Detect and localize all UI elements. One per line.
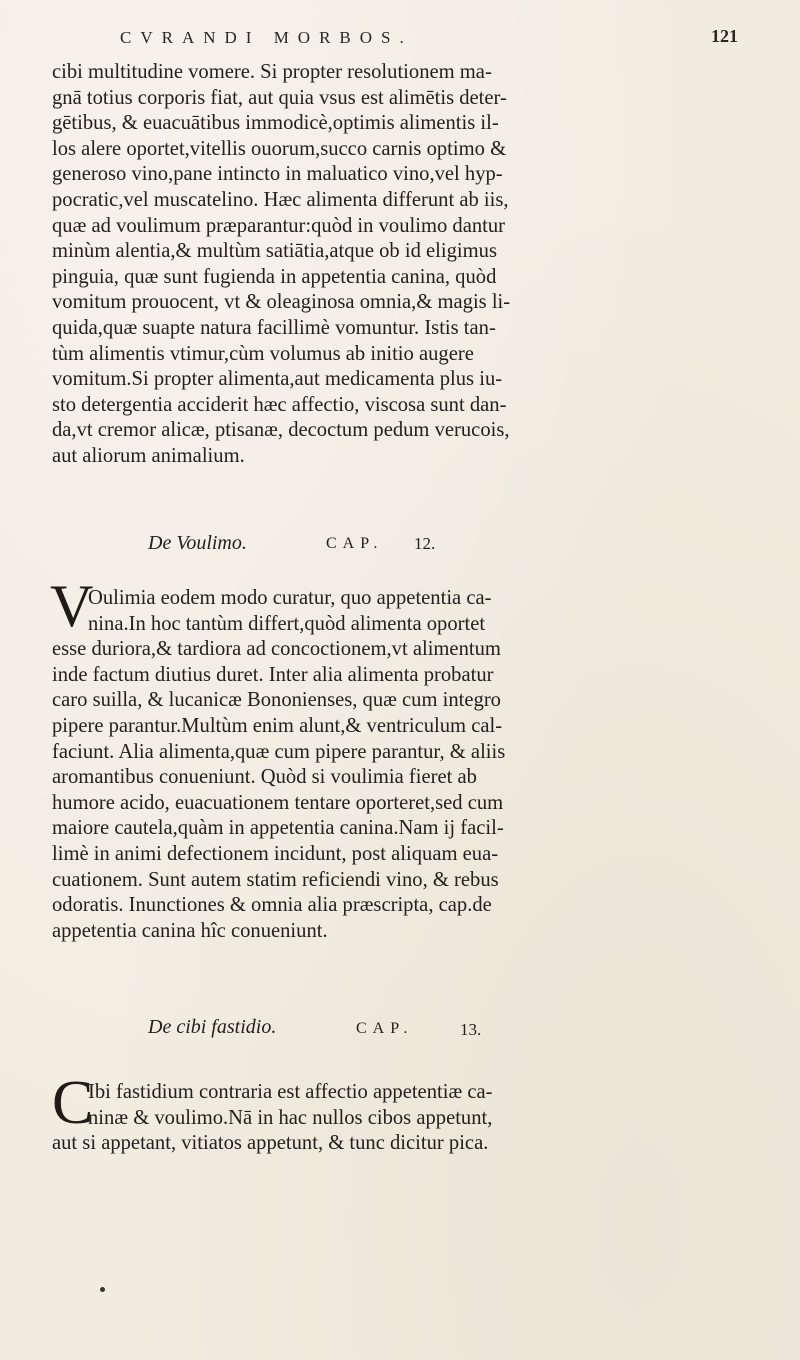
- chapter-title: De cibi fastidio.: [148, 1016, 277, 1038]
- chapter-label: CAP.: [356, 1020, 414, 1037]
- drop-initial: V: [50, 573, 94, 639]
- drop-initial: C: [52, 1069, 94, 1137]
- text-line: pocratic,vel muscatelino. Hæc alimenta differunt ab iis,: [52, 188, 509, 211]
- text-line: caro suilla, & lucanicæ Bononienses, quæ cum integro: [52, 689, 501, 712]
- text-line: da,vt cremor alicæ, ptisanæ, decoctum pedum verucois,: [52, 419, 510, 442]
- text-line: Oulimia eodem modo curatur, quo appetentia ca-: [88, 587, 492, 609]
- text-line: quida,quæ suapte natura facillimè vomuntur. Istis tan-: [52, 316, 496, 339]
- text-line: nina.In hoc tantùm differt,quòd alimenta oportet: [88, 612, 486, 635]
- text-line: vomitum prouocent, vt & oleaginosa omnia,& magis li-: [52, 291, 511, 314]
- running-head: CVRANDI MORBOS.: [120, 28, 413, 47]
- text-line: vomitum.Si propter alimenta,aut medicamenta plus iu-: [52, 368, 503, 391]
- paragraph-cibi-fastidio: [52, 1080, 760, 1157]
- text-line: aromantibus conueniunt. Quòd si voulimia fieret ab: [52, 766, 477, 789]
- text-line: cuationem. Sunt autem statim reficiendi vino, & rebus: [52, 868, 499, 891]
- text-line: los alere oportet,vitellis ouorum,succo carnis optimo &: [52, 137, 507, 160]
- chapter-label: CAP.: [326, 535, 384, 552]
- text-line: gētibus, & euacuātibus immodicè,optimis alimentis il-: [52, 112, 499, 135]
- chapter-title: De Voulimo.: [148, 532, 247, 554]
- text-line: ninæ & voulimo.Nā in hac nullos cibos appetunt,: [88, 1106, 493, 1129]
- text-line: minùm alentia,& multùm satiātia,atque ob id eligimus: [52, 240, 497, 263]
- text-line: maiore cautela,quàm in appetentia canina.Nam ij facil-: [52, 817, 504, 840]
- chapter-number: 12.: [414, 534, 436, 553]
- text-line: cibi multitudine vomere. Si propter resolutionem ma-: [52, 61, 492, 83]
- text-line: pipere parantur.Multùm enim alunt,& ventriculum cal-: [52, 714, 503, 737]
- text-line: odoratis. Inunctiones & omnia alia præscripta, cap.de: [52, 894, 492, 917]
- text-line: quæ ad voulimum præparantur:quòd in voulimo dantur: [52, 214, 506, 237]
- text-line: inde factum diutius duret. Inter alia alimenta probatur: [52, 663, 494, 686]
- text-line: faciunt. Alia alimenta,quæ cum pipere parantur, & aliis: [52, 740, 506, 763]
- text-line: pinguia, quæ sunt fugienda in appetentia canina, quòd: [52, 265, 497, 288]
- text-line: limè in animi defectionem incidunt, post aliquam eua-: [52, 842, 499, 865]
- text-line: appetentia canina hîc conueniunt.: [52, 919, 328, 942]
- text-line: aut aliorum animalium.: [52, 444, 245, 467]
- text-line: Ibi fastidium contraria est affectio appetentiæ ca-: [88, 1081, 493, 1103]
- text-line: esse duriora,& tardiora ad concoctionem,vt alimentum: [52, 638, 501, 661]
- text-line: tùm alimentis vtimur,cùm volumus ab initio augere: [52, 342, 474, 365]
- chapter-number: 13.: [460, 1020, 482, 1039]
- paragraph-continuation: [52, 60, 760, 470]
- page-number: 121: [711, 26, 738, 46]
- text-line: aut si appetant, vitiatos appetunt, & tunc dicitur pica.: [52, 1132, 489, 1155]
- text-line: generoso vino,pane intincto in maluatico vino,vel hyp-: [52, 163, 503, 186]
- text-line: sto detergentia acciderit hæc affectio, viscosa sunt dan-: [52, 393, 507, 416]
- text-line: gnā totius corporis fiat, aut quia vsus est alimētis deter-: [52, 86, 507, 109]
- paragraph-voulimia: [52, 586, 760, 944]
- text-line: humore acido, euacuationem tentare oporteret,sed cum: [52, 791, 504, 814]
- ink-speck: [100, 1287, 105, 1292]
